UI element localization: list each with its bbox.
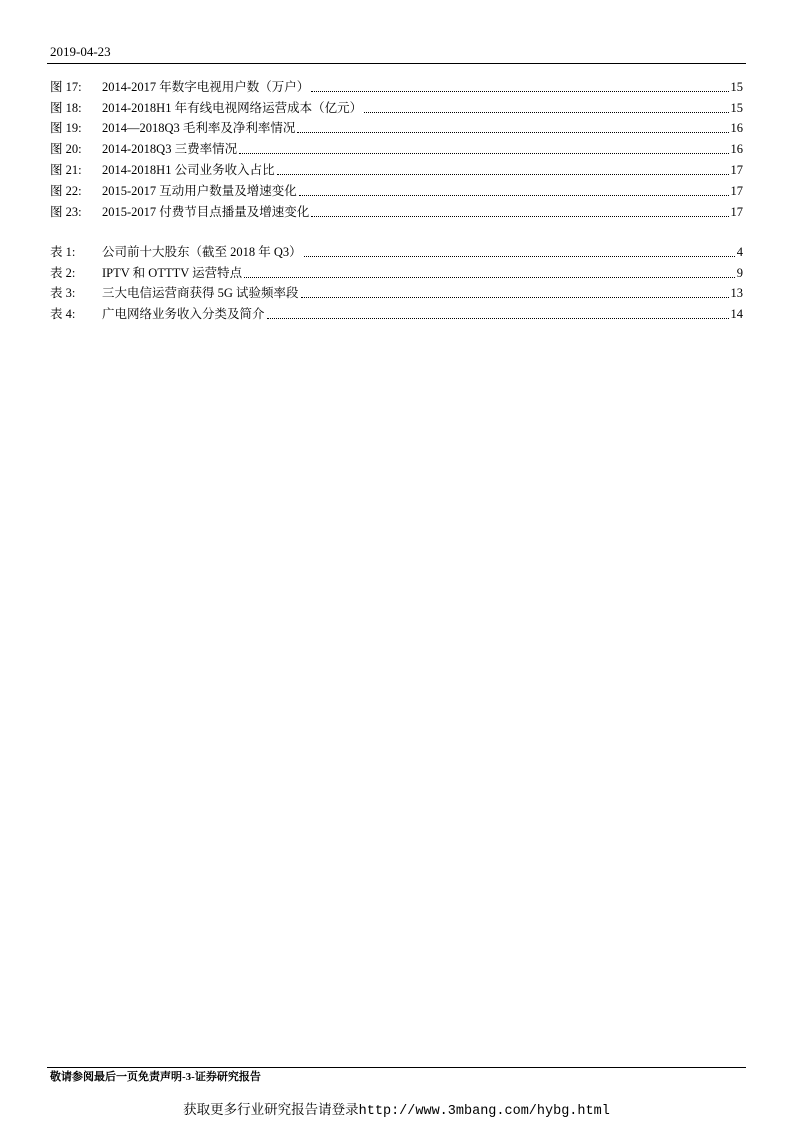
entry-title: 2014-2018Q3 三费率情况: [102, 142, 238, 157]
dot-leader: [297, 132, 728, 133]
toc-entry-table-2[interactable]: [50, 260, 743, 281]
toc-entry-figure-22[interactable]: [50, 178, 743, 199]
dot-leader: [311, 91, 728, 92]
entry-number: 图 18:: [50, 100, 82, 115]
toc-entry-table-1[interactable]: [50, 239, 743, 260]
entry-number: 表 1:: [50, 244, 76, 259]
entry-title: 2014-2018H1 年有线电视网络运营成本（亿元）: [102, 100, 363, 115]
entry-page: 17: [730, 204, 743, 219]
entry-title: 2015-2017 互动用户数量及增速变化: [102, 183, 297, 198]
entry-page: 13: [730, 286, 743, 301]
entry-page: 17: [730, 162, 743, 177]
entry-number: 图 20:: [50, 142, 82, 157]
dot-leader: [267, 318, 729, 319]
entry-page: 15: [730, 79, 743, 94]
footer-rule: [47, 1067, 746, 1068]
toc-entry-table-3[interactable]: [50, 281, 743, 302]
entry-title: IPTV 和 OTTTV 运营特点: [102, 265, 243, 280]
footer-disclaimer: 敬请参阅最后一页免责声明-3-证券研究报告: [50, 1071, 261, 1083]
toc-entry-figure-23[interactable]: [50, 199, 743, 220]
entry-title: 2014—2018Q3 毛利率及净利率情况: [102, 121, 296, 136]
dot-leader: [304, 256, 735, 257]
entry-page: 16: [730, 121, 743, 136]
banner-text: 获取更多行业研究报告请登录: [183, 1102, 359, 1117]
entry-page: 4: [736, 244, 743, 259]
toc-entry-figure-18[interactable]: [50, 95, 743, 116]
entry-page: 9: [736, 265, 743, 280]
entry-page: 14: [730, 307, 743, 322]
entry-number: 表 3:: [50, 286, 76, 301]
entry-number: 图 19:: [50, 121, 82, 136]
entry-page: 17: [730, 183, 743, 198]
figure-list: [50, 74, 743, 220]
toc-entry-figure-20[interactable]: [50, 136, 743, 157]
entry-title: 2015-2017 付费节目点播量及增速变化: [102, 204, 310, 219]
table-list: [50, 239, 743, 322]
entry-title: 三大电信运营商获得 5G 试验频率段: [102, 286, 299, 301]
entry-number: 图 22:: [50, 183, 82, 198]
banner-link[interactable]: http://www.3mbang.com/hybg.html: [358, 1104, 610, 1119]
dot-leader: [277, 174, 729, 175]
entry-page: 15: [730, 100, 743, 115]
entry-title: 广电网络业务收入分类及简介: [102, 307, 265, 322]
entry-title: 2014-2018H1 公司业务收入占比: [102, 162, 275, 177]
header-rule: [47, 63, 746, 64]
dot-leader: [244, 277, 735, 278]
dot-leader: [364, 112, 728, 113]
dot-leader: [299, 195, 729, 196]
toc-entry-table-4[interactable]: [50, 301, 743, 322]
entry-number: 表 2:: [50, 265, 76, 280]
dot-leader: [301, 297, 729, 298]
dot-leader: [311, 216, 728, 217]
entry-number: 图 21:: [50, 162, 82, 177]
entry-title: 2014-2017 年数字电视用户数（万户）: [102, 79, 310, 94]
entry-title: 公司前十大股东（截至 2018 年 Q3）: [102, 244, 302, 259]
promo-banner: [0, 1101, 793, 1121]
toc-entry-figure-21[interactable]: [50, 157, 743, 178]
entry-page: 16: [730, 142, 743, 157]
entry-number: 表 4:: [50, 307, 76, 322]
dot-leader: [239, 153, 728, 154]
toc-entry-figure-17[interactable]: [50, 74, 743, 95]
toc-entry-figure-19[interactable]: [50, 116, 743, 137]
entry-number: 图 17:: [50, 79, 82, 94]
page-date: 2019-04-23: [50, 44, 111, 59]
entry-number: 图 23:: [50, 204, 82, 219]
